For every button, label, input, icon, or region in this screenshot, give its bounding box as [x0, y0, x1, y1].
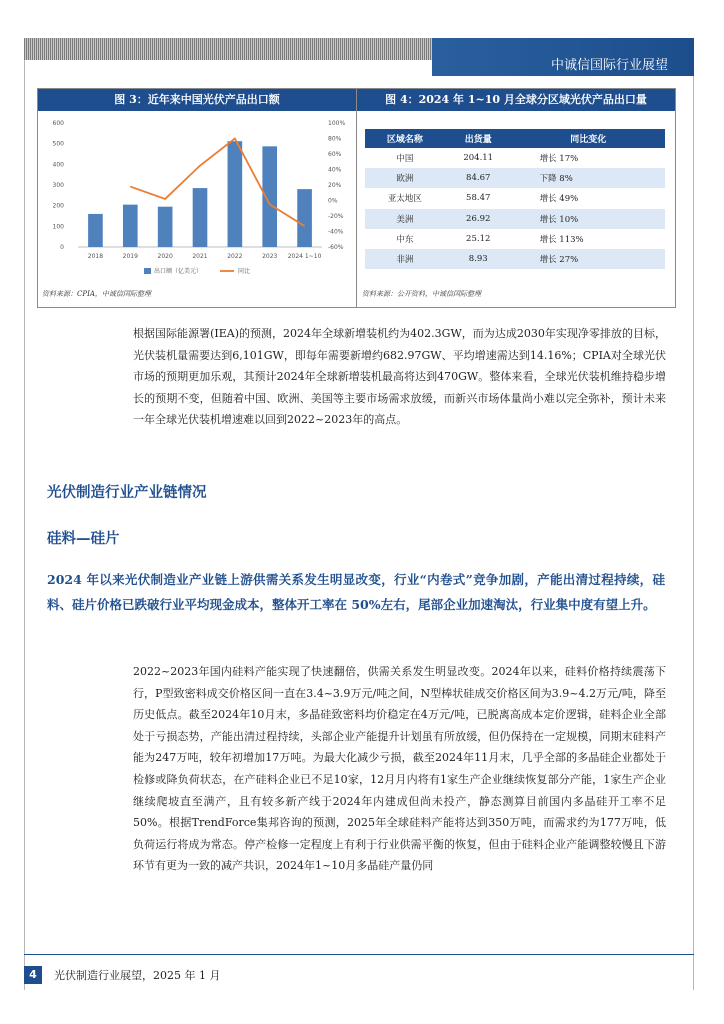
right-axis-tick-label: 80% — [328, 135, 342, 143]
legend-bar-label: 出口额（亿美元） — [154, 268, 203, 275]
cell-region: 中国 — [396, 154, 414, 165]
legend-line-label: 同比 — [238, 268, 251, 275]
header-change: 同比变化 — [512, 129, 665, 148]
header-pattern — [24, 38, 432, 60]
x-axis-category-label: 2022 — [227, 253, 243, 260]
right-axis-tick-label: -20% — [328, 213, 344, 220]
cell-region: 中东 — [396, 234, 414, 245]
footer-title: 光伏制造行业展望，2025 年 1 月 — [54, 969, 221, 982]
right-axis-tick-label: 40% — [328, 166, 342, 174]
page-header — [24, 38, 694, 76]
cell-region: 非洲 — [365, 249, 445, 269]
figure3-caption: 图 3：近年来中国光伏产品出口额 — [38, 89, 356, 111]
cell-change: 增长 10% — [512, 209, 665, 229]
table-row — [365, 168, 665, 188]
left-axis-tick-label: 100 — [52, 223, 64, 231]
cell-volume: 8.93 — [445, 249, 512, 269]
cell-region: 美洲 — [365, 209, 445, 229]
left-axis-tick-label: 200 — [52, 202, 64, 210]
page-border-right — [693, 38, 694, 990]
cell-change: 增长 17% — [539, 154, 579, 165]
section-heading: 光伏制造行业产业链情况 — [47, 485, 207, 501]
table-header-row — [365, 129, 665, 148]
yoy-growth-line — [130, 139, 304, 227]
right-axis-tick-label: -40% — [328, 228, 344, 236]
figure4-source: 资料来源：公开资料，中诚信国际整理 — [362, 290, 481, 298]
export-value-chart — [38, 111, 356, 287]
export-value-bar — [297, 189, 312, 247]
cell-region: 欧洲 — [365, 168, 445, 188]
x-axis-category-label: 2023 — [262, 253, 278, 260]
cell-change: 增长 27% — [512, 249, 665, 269]
cell-volume: 25.12 — [466, 233, 491, 244]
figure3-source: 资料来源：CPIA，中诚信国际整理 — [42, 290, 151, 298]
left-axis-tick-label: 400 — [52, 161, 64, 169]
export-value-bar — [262, 146, 277, 247]
cell-change: 增长 49% — [539, 194, 579, 205]
right-axis-tick-label: 0% — [328, 197, 338, 205]
right-axis-tick-label: 20% — [328, 182, 342, 189]
x-axis-category-label: 2018 — [87, 253, 104, 260]
x-axis-category-label: 2024 1~10 — [287, 253, 322, 260]
right-axis-tick-label: -60% — [328, 244, 344, 251]
cell-change: 增长 113% — [539, 234, 584, 245]
figure4-caption: 图 4：2024 年 1~10 月全球分区域光伏产品出口量 — [357, 89, 675, 111]
cell-volume: 84.67 — [445, 168, 512, 188]
table-row — [365, 229, 665, 249]
footer-rule — [24, 954, 694, 955]
export-value-bar — [158, 207, 173, 247]
table-row — [365, 188, 665, 208]
export-value-bar — [88, 214, 103, 247]
subsection-heading: 硅料—硅片 — [47, 531, 120, 547]
right-axis-tick-label: 100% — [328, 120, 346, 127]
x-axis-category-label: 2021 — [192, 253, 208, 260]
cell-volume: 204.11 — [463, 153, 494, 164]
table-row — [365, 249, 665, 269]
x-axis-category-label: 2020 — [157, 253, 173, 260]
page-border-left — [24, 38, 25, 990]
left-axis-tick-label: 500 — [52, 140, 64, 148]
region-export-table — [365, 129, 665, 269]
export-value-bar — [228, 141, 243, 247]
table-row — [365, 148, 665, 168]
export-value-bar — [193, 188, 208, 247]
figure-divider — [356, 89, 357, 307]
cell-region: 亚太地区 — [387, 194, 422, 205]
cell-volume: 26.92 — [445, 209, 512, 229]
key-point-summary: 2024 年以来光伏制造业产业链上游供需关系发生明显改变，行业“内卷式”竞争加剧，产能出清过程持续，硅料、硅片价格已跌破行业平均现金成本，整体开工率在 50%左右，尾部企业加速淘汰，行业集中度有望上升。 — [47, 572, 665, 612]
export-value-bar — [123, 205, 138, 247]
header-banner — [432, 38, 694, 76]
page-number: 4 — [24, 966, 42, 984]
header-region: 区域名称 — [365, 129, 445, 148]
table-row — [365, 209, 665, 229]
x-axis-category-label: 2019 — [122, 253, 138, 260]
header-title: 中诚信国际行业展望 — [550, 58, 668, 73]
left-axis-tick-label: 300 — [52, 182, 64, 189]
right-axis-tick-label: 60% — [328, 151, 342, 158]
left-axis-tick-label: 0 — [60, 244, 64, 251]
left-axis-tick-label: 600 — [52, 120, 64, 127]
cell-change: 下降 8% — [512, 168, 665, 188]
cell-volume: 58.47 — [466, 193, 491, 204]
body-paragraph-forecast: 根据国际能源署(IEA)的预测，2024年全球新增装机约为402.3GW，而为达成2030年实现净零排放的目标，光伏装机量需要达到6,101GW，即每年需要新增约682.97GW、平均增速需达到14.16%；CPIA对全球光伏市场的预期更加乐观，其预计2024年全球新增装机最高将达到470GW。整体来看，全球光伏装机维持稳步增长的预期不变，但随着中国、欧洲、美国等主要市场需求放缓，而新兴市场体量尚小难以完全弥补，预计未来一年全球光伏装机增速难以回到2022~2023年的高点。 — [133, 327, 666, 427]
body-paragraph-polysilicon: 2022~2023年国内硅料产能实现了快速翻倍，供需关系发生明显改变。2024年以来，硅料价格持续震荡下行，P型致密料成交价格区间一直在3.4~3.9万元/吨之间，N型棒状硅成交价格区间为3.9~4.2万元/吨，降至历史低点。截至2024年10月末，多晶硅致密料均价稳定在4万元/吨，已脱离高成本定价逻辑，硅料企业全部处于亏损态势，产能出清过程持续，头部企业产能提升计划虽有所放缓，但仍保持在一定规模，同期末硅料产能为247万吨，较年初增加17万吨。为最大化减少亏损，截至2024年11月末，几乎全部的多晶硅企业都处于检修或降负荷状态，在产硅料企业已不足10家，12月月内将有1家生产企业继续恢复部分产能，1家生产企业继续爬坡直至满产，且有较多新产线于2024年内建成但尚未投产，静态测算目前国内多晶硅开工率不足50%。根据TrendForce集邦咨询的预测，2025年全球硅料产能将达到350万吨，而需求约为177万吨，低负荷运行将成为常态。停产检修一定程度上有利于行业供需平衡的恢复，但由于硅料企业产能调整较慢且下游环节有更为一致的减产共识，2024年1~10月多晶硅产量仍同 — [133, 665, 666, 873]
figure-panel — [37, 88, 676, 308]
header-volume: 出货量 — [445, 129, 512, 148]
legend-bar-swatch — [144, 268, 151, 274]
